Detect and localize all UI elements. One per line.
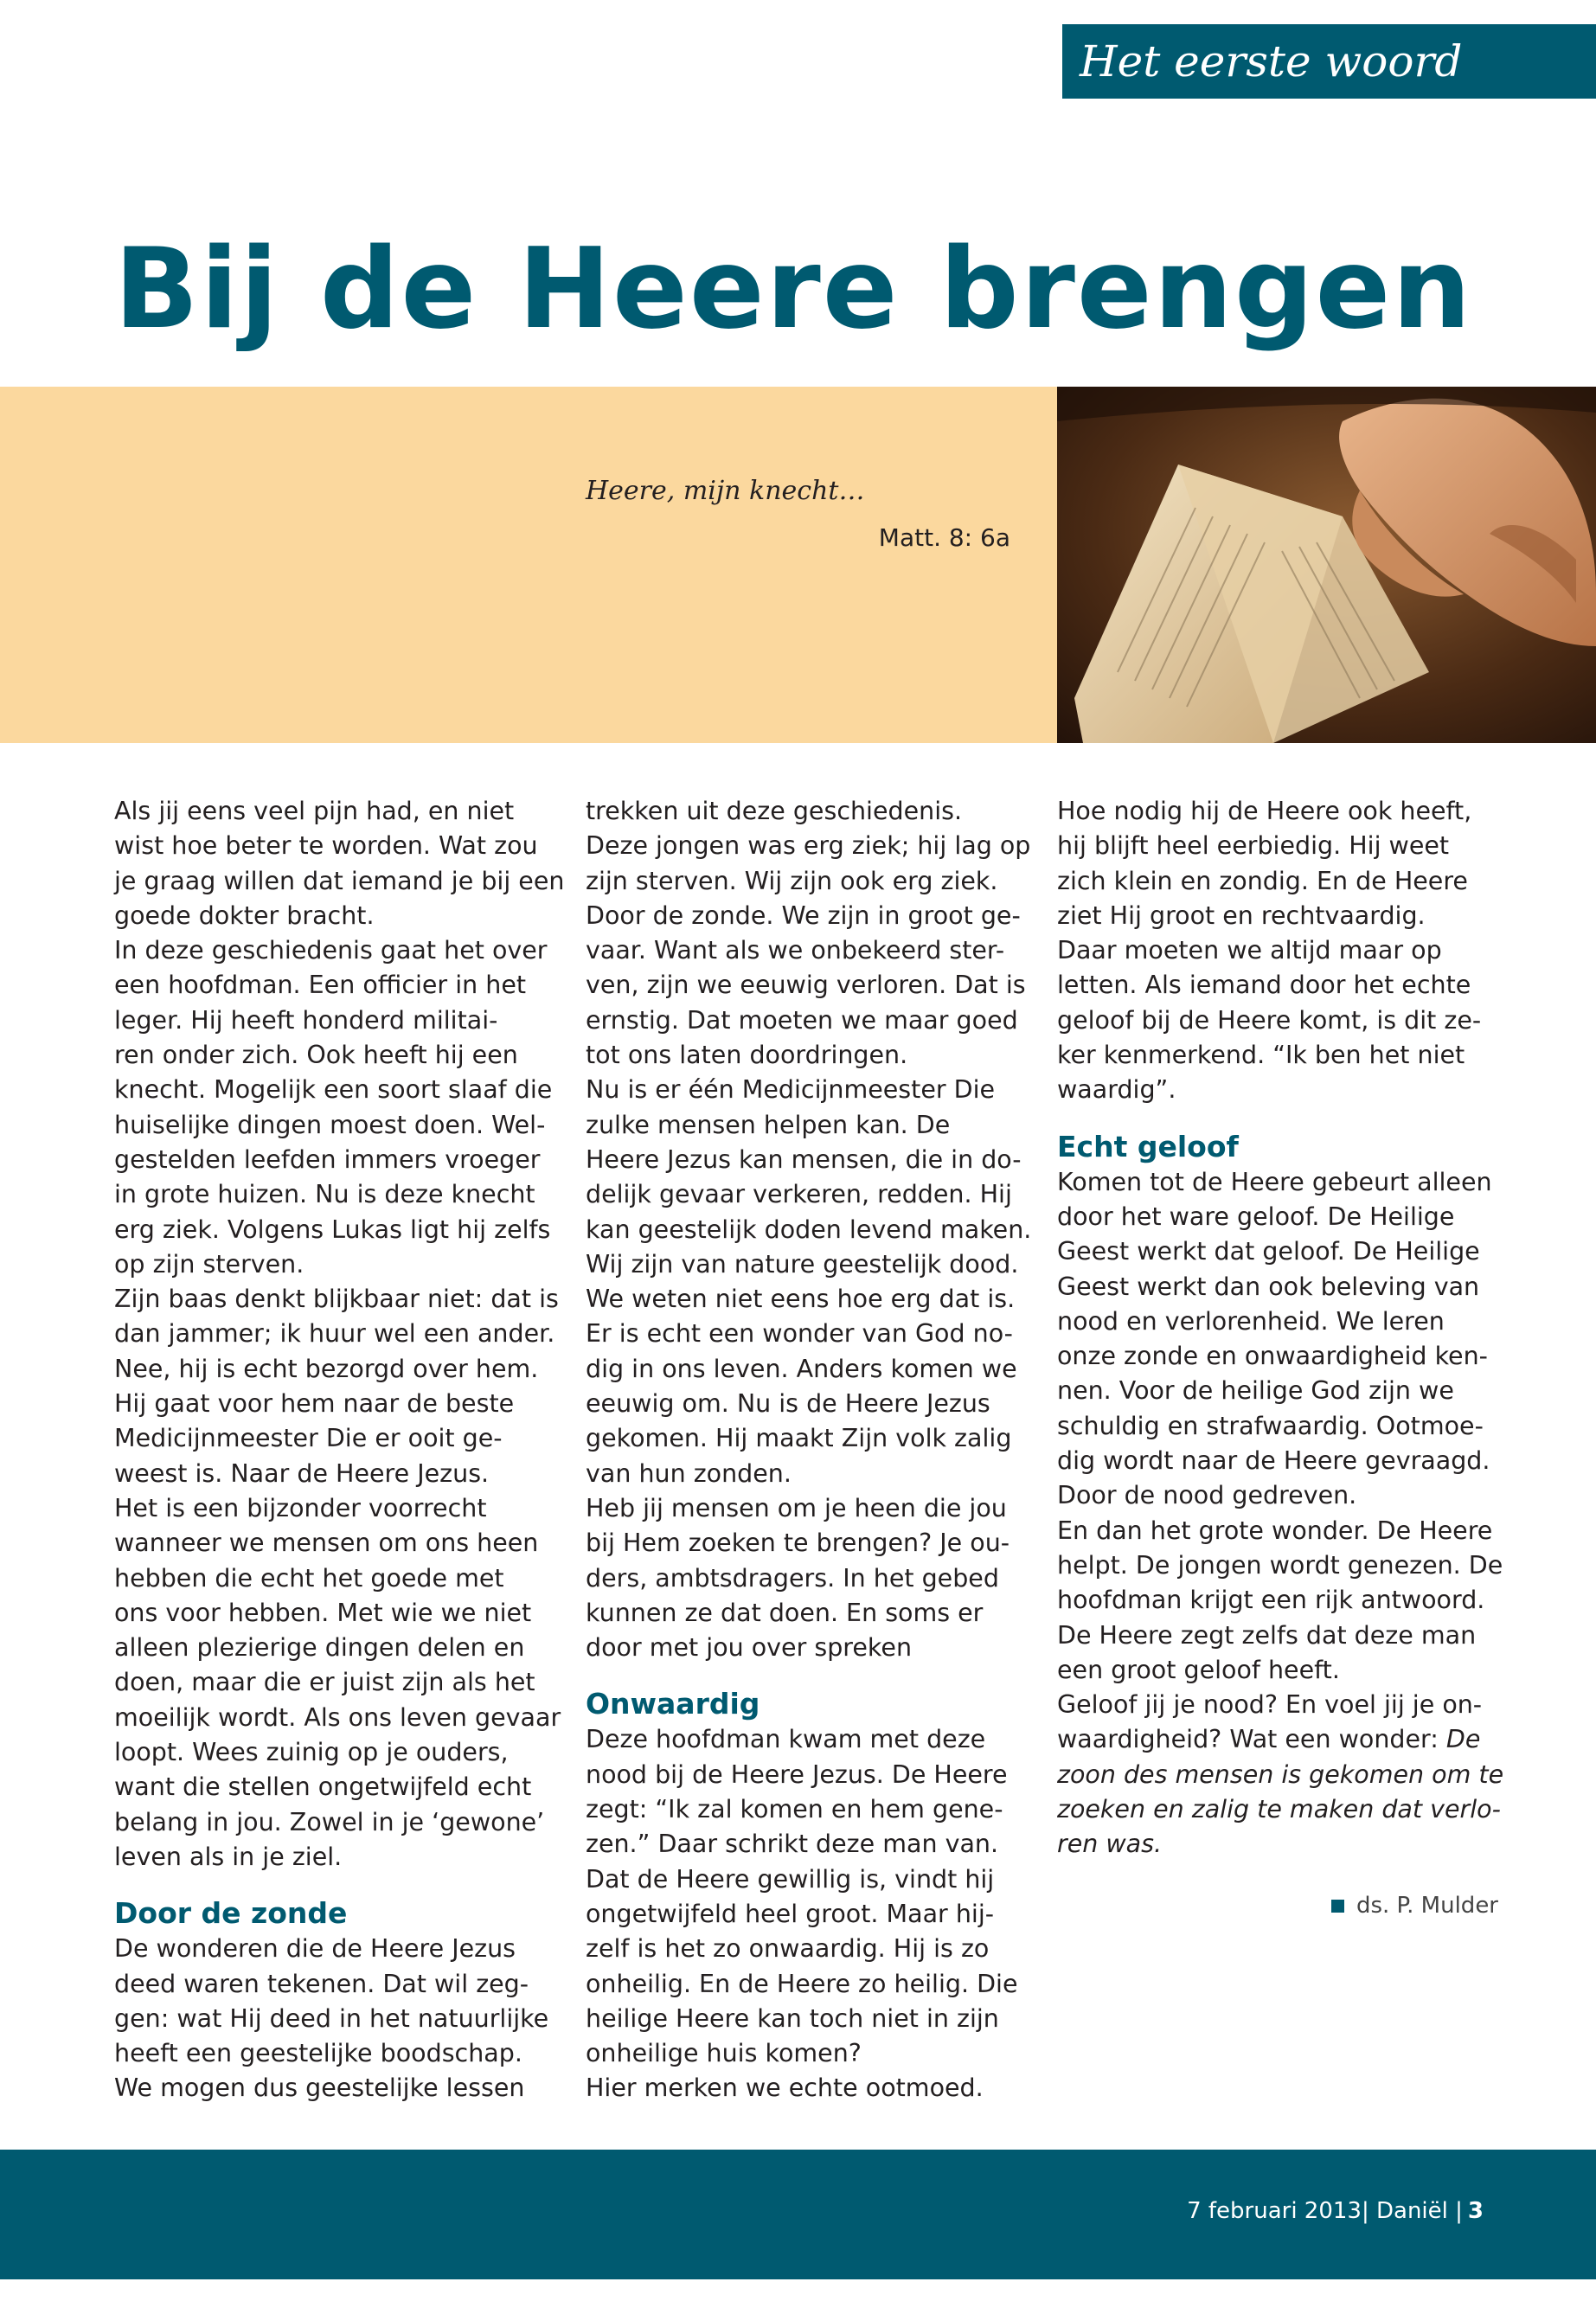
footer-info (1187, 2198, 1484, 2224)
footer-date-publication: 7 februari 2013| Daniël | (1187, 2198, 1463, 2224)
article-column-1 (114, 794, 565, 2106)
article-column-3 (1057, 794, 1504, 1923)
page-number: 3 (1467, 2198, 1484, 2224)
paragraph: Deze hoofdman kwam met deze nood bij de Heere Jezus. De Heere zegt: “Ik zal komen en hem gene- zen.” Daar schrikt deze man van. Dat de Heere gewillig is, vindt hij ongetwijfeld heel groot. Maar hij- zelf is het zo onwaardig. Hij is zo onheilig. En de Heere zo heilig. Die heilige Heere kan toch niet in zijn onheilige huis komen? Hier merken we echte ootmoed. (586, 1725, 1018, 2103)
bible-quote: Heere, mijn knecht… (586, 476, 865, 506)
square-bullet-icon (1331, 1900, 1344, 1913)
paragraph: Komen tot de Heere gebeurt alleen door het ware geloof. De Heilige Geest werkt dat geloof. De Heilige Geest werkt dan ook beleving van nood en verlorenheid. We leren onze zonde en onwaardigheid ken- nen. Voor de heilige God zijn we schuldig en strafwaardig. Ootmoe- dig wordt naar de Heere gevraagd. Door de nood gedreven. En dan het grote wonder. De Heere helpt. De jongen wordt genezen. De hoofdman krijgt een rijk antwoord. De Heere zegt zelfs dat deze man een groot geloof heeft. Geloof jij je nood? En voel jij je on- waardigheid? Wat een wonder: De zoon des mensen is gekomen om te zoeken en zalig te maken dat verlo- ren was. (1057, 1167, 1504, 1859)
paragraph: Hoe nodig hij de Heere ook heeft, hij blijft heel eerbiedig. Hij weet zich klein en zondig. En de Heere ziet Hij groot en rechtvaardig. Daar moeten we altijd maar op letten. Als iemand door het echte geloof bij de Heere komt, is dit ze- ker kenmerkend. “Ik ben het niet waardig”. (1057, 797, 1482, 1105)
footer-bar (0, 2150, 1596, 2279)
paragraph: De wonderen die de Heere Jezus deed waren tekenen. Dat wil zeg- gen: wat Hij deed in het natuurlijke heeft een geestelijke boodschap. We mogen dus geestelijke lessen (114, 1934, 549, 2103)
section-heading: Door de zonde (114, 1896, 348, 1931)
page-title: Bij de Heere brengen (114, 225, 1473, 354)
section-heading: Echt geloof (1057, 1129, 1239, 1163)
author-signature (1057, 1888, 1498, 1923)
section-tab: Het eerste woord (1062, 24, 1596, 99)
praying-hands-photo (1057, 387, 1596, 743)
bible-reference: Matt. 8: 6a (878, 523, 1010, 552)
quote-banner (0, 387, 1596, 743)
author-name: ds. P. Mulder (1356, 1892, 1498, 1919)
section-heading: Onwaardig (586, 1687, 760, 1721)
paragraph: trekken uit deze geschiedenis. Deze jongen was erg ziek; hij lag op zijn sterven. Wij zijn ook erg ziek. Door de zonde. We zijn in groot ge- vaar. Want als we onbekeerd ster- ven, zijn we eeuwig verloren. Dat is ernstig. Dat moeten we maar goed tot ons laten doordringen. Nu is er één Medicijnmeester Die zulke mensen helpen kan. De Heere Jezus kan mensen, die in do- delijk gevaar verkeren, redden. Hij kan geestelijk doden levend maken. Wij zijn van nature geestelijk dood. We weten niet eens hoe erg dat is. Er is echt een wonder van God no- dig in ons leven. Anders komen we eeuwig om. Nu is de Heere Jezus gekomen. Hij maakt Zijn volk zalig van hun zonden. Heb jij mensen om je heen die jou bij Hem zoeken te brengen? Je ou- ders, ambtsdragers. In het gebed kunnen ze dat doen. En soms er door met jou over spreken (586, 797, 1032, 1663)
article-column-2 (586, 794, 1032, 2106)
paragraph: Als jij eens veel pijn had, en niet wist hoe beter te worden. Wat zou je graag willen dat iemand je bij een goede dokter bracht. In deze geschiedenis gaat het over een hoofdman. Een officier in het leger. Hij heeft honderd militai- ren onder zich. Ook heeft hij een knecht. Mogelijk een soort slaaf die huiselijke dingen moest doen. Wel- gestelden leefden immers vroeger in grote huizen. Nu is deze knecht erg ziek. Volgens Lukas ligt hij zelfs op zijn sterven. Zijn baas denkt blijkbaar niet: dat is dan jammer; ik huur wel een ander. Nee, hij is echt bezorgd over hem. Hij gaat voor hem naar de beste Medicijnmeester Die er ooit ge- weest is. Naar de Heere Jezus. Het is een bijzonder voorrecht wanneer we mensen om ons heen hebben die echt het goede met ons voor hebben. Met wie we niet alleen plezierige dingen delen en doen, maar die er juist zijn als het moeilijk wordt. Als ons leven gevaar loopt. Wees zuinig op je ouders, want die stellen ongetwijfeld echt belang in jou. Zowel in je ‘gewone’ leven als in je ziel. (114, 797, 565, 1871)
